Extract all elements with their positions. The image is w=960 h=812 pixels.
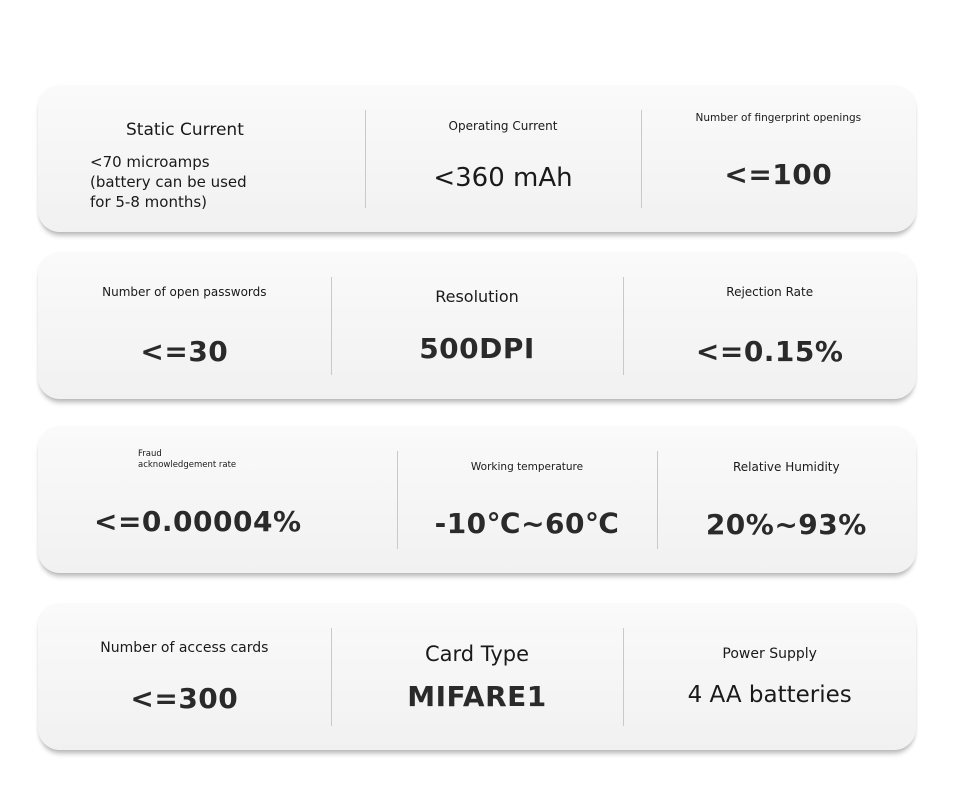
spec-resolution [331, 253, 624, 399]
spec-relative-humidity [657, 427, 916, 573]
spec-fingerprint-openings [641, 86, 916, 232]
spec-value: -10℃~60℃ [434, 506, 620, 540]
spec-open-passwords [38, 253, 331, 399]
spec-row-3 [38, 427, 916, 573]
spec-fraud-rate [38, 427, 397, 573]
spec-label: Card Type [424, 641, 530, 666]
spec-row-1 [38, 86, 916, 232]
spec-value: <360 mAh [433, 163, 573, 193]
spec-power-supply [623, 604, 916, 750]
spec-value: <=300 [130, 681, 239, 715]
spec-static-current [38, 86, 365, 232]
spec-value: MIFARE1 [407, 679, 547, 713]
spec-value: <=0.00004% [94, 504, 302, 538]
spec-working-temperature [397, 427, 656, 573]
spec-operating-current [365, 86, 640, 232]
spec-label: Fraud acknowledgement rate [138, 448, 237, 470]
spec-label: Relative Humidity [733, 459, 840, 474]
spec-value: 20%~93% [705, 507, 867, 541]
spec-label: Number of fingerprint openings [695, 111, 862, 124]
spec-value: 500DPI [419, 332, 535, 365]
spec-row-2 [38, 253, 916, 399]
spec-label: Rejection Rate [726, 284, 814, 299]
spec-row-4 [38, 604, 916, 750]
spec-label: Working temperature [470, 460, 584, 473]
spec-label: Number of access cards [100, 639, 269, 656]
spec-label: Static Current [126, 120, 244, 140]
spec-label: Number of open passwords [102, 284, 267, 299]
spec-label: Operating Current [448, 119, 558, 133]
spec-value: 4 AA batteries [687, 682, 852, 708]
spec-value: <70 microamps (battery can be used for 5-8 months) [90, 153, 247, 211]
spec-access-cards [38, 604, 331, 750]
spec-value: <=0.15% [695, 334, 844, 368]
spec-label: Power Supply [722, 646, 817, 662]
spec-label: Resolution [435, 287, 519, 306]
spec-value: <=100 [724, 157, 833, 191]
spec-value: <=30 [140, 334, 229, 368]
spec-rejection-rate [623, 253, 916, 399]
spec-card-type [331, 604, 624, 750]
